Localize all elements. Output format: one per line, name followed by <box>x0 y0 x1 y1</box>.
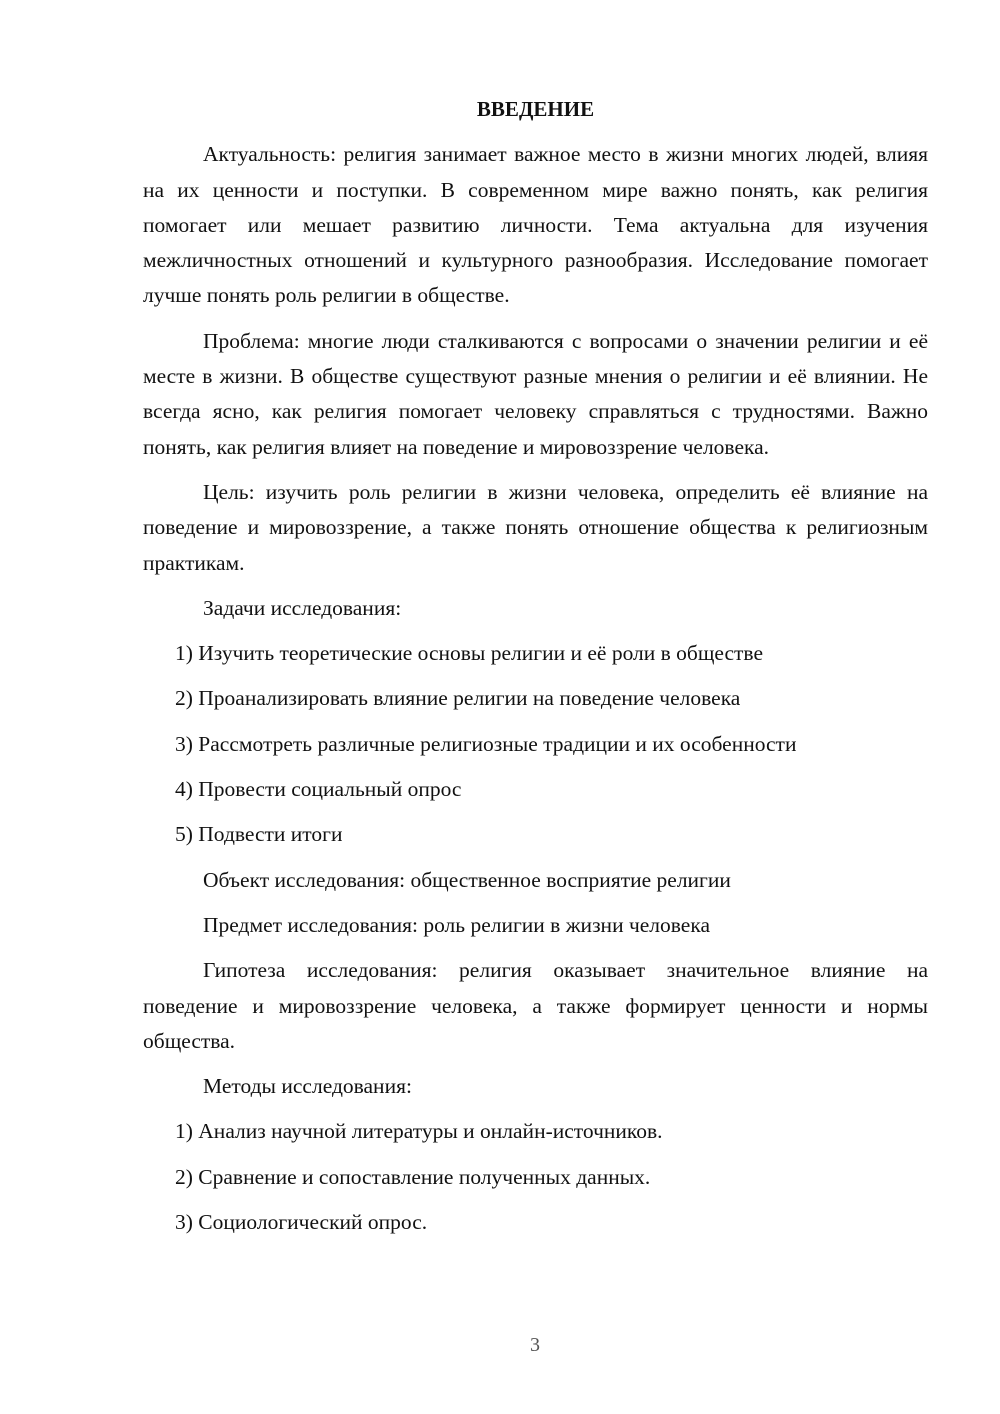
page-title: ВВЕДЕНИЕ <box>476 97 595 121</box>
methods-heading: Методы исследования: <box>203 1074 412 1099</box>
task-item: 3) Рассмотреть различные религиозные традиции и их особенности <box>175 731 797 756</box>
page-content <box>143 92 928 1250</box>
task-item: 1) Изучить теоретические основы религии и её роли в обществе <box>175 641 763 666</box>
method-item: 1) Анализ научной литературы и онлайн-источников. <box>175 1119 663 1144</box>
object-line: Объект исследования: общественное восприятие религии <box>203 867 731 892</box>
relevance-paragraph: Актуальность: религия занимает важное место в жизни многих людей, влияя на их ценности и поступки. В современном мире важно понять, как религия помогает или мешает развитию личности. Тема актуальна для изучения межличностных отношений и культурного разнообразия. Исследование помогает лучше понять роль религии в обществе. <box>143 142 928 308</box>
task-item: 2) Проанализировать влияние религии на поведение человека <box>175 686 741 711</box>
method-item: 2) Сравнение и сопоставление полученных данных. <box>175 1164 651 1189</box>
method-item: 3) Социологический опрос. <box>175 1210 428 1235</box>
problem-paragraph: Проблема: многие люди сталкиваются с вопросами о значении религии и её месте в жизни. В обществе существуют разные мнения о религии и её влиянии. Не всегда ясно, как религия помогает человеку справляться с трудностями. Важно понять, как религия влияет на поведение и мировоззрение человека. <box>143 328 928 459</box>
tasks-heading: Задачи исследования: <box>203 595 402 620</box>
task-item: 4) Провести социальный опрос <box>175 777 462 802</box>
subject-line: Предмет исследования: роль религии в жизни человека <box>203 912 711 937</box>
hypothesis-paragraph: Гипотеза исследования: религия оказывает значительное влияние на поведение и мировоззрение человека, а также формирует ценности и нормы общества. <box>143 958 928 1053</box>
task-item: 5) Подвести итоги <box>175 822 343 847</box>
page-number: 3 <box>530 1334 540 1356</box>
goal-paragraph: Цель: изучить роль религии в жизни человека, определить её влияние на поведение и мировоззрение, а также понять отношение общества к религиозным практикам. <box>143 479 928 575</box>
